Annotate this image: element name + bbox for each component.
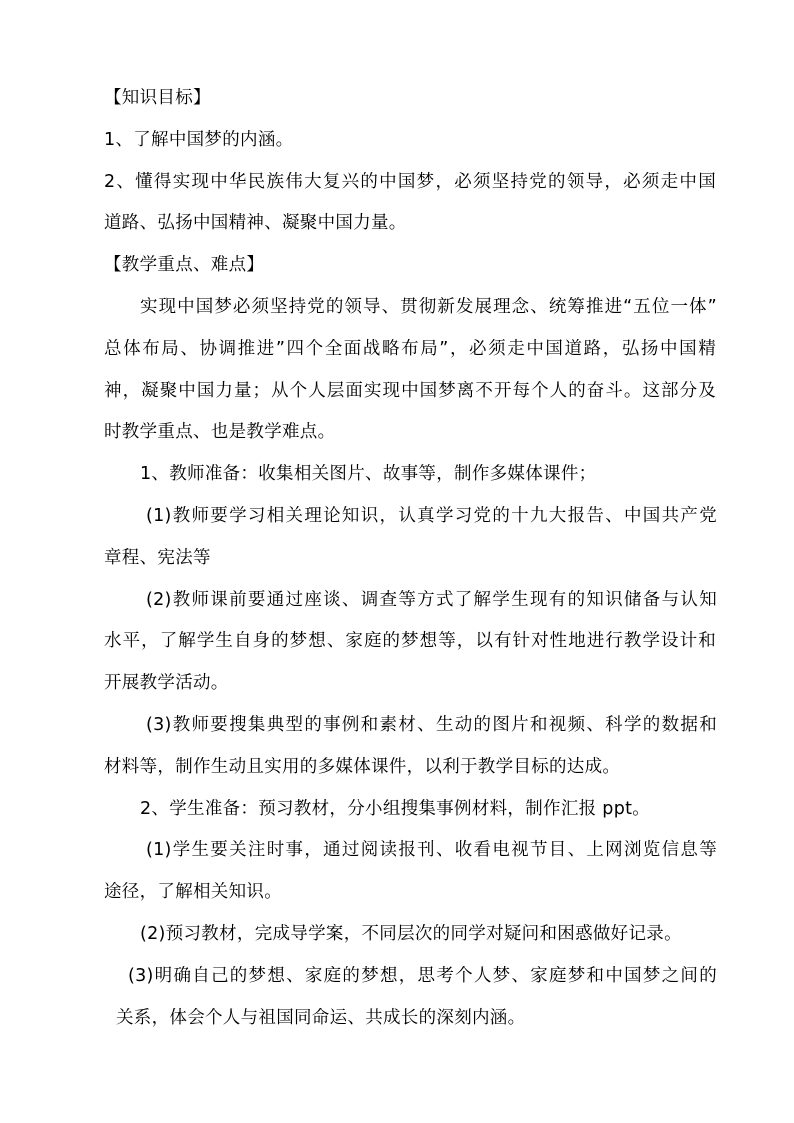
heading-knowledge-objectives: 【知识目标】: [104, 88, 211, 108]
teacher-prep-item2-line-2: 水平，了解学生自身的梦想、家庭的梦想等，以有针对性地进行教学设计和: [104, 631, 716, 651]
focus-paragraph-line-2: 总体布局、协调推进”四个全面战略布局”，必须走中国道路，弘扬中国精: [104, 339, 716, 359]
teacher-prep-item1-line-1: (1)教师要学习相关理论知识，认真学习党的十九大报告、中国共产党: [146, 506, 717, 526]
objective-2-line-1: 2、懂得实现中华民族伟大复兴的中国梦，必须坚持党的领导，必须走中国: [104, 172, 716, 192]
focus-paragraph-line-3: 神，凝聚中国力量；从个人层面实现中国梦离不开每个人的奋斗。这部分及: [104, 381, 716, 401]
student-prep-item3-line-2: 关系，体会个人与祖国同命运、共成长的深刻内涵。: [116, 1008, 526, 1028]
heading-teaching-focus: 【教学重点、难点】: [104, 255, 265, 275]
student-prep-item3-line-1: (3)明确自己的梦想、家庭的梦想，思考个人梦、家庭梦和中国梦之间的: [128, 966, 717, 986]
objective-2-line-2: 道路、弘扬中国精神、凝聚中国力量。: [104, 213, 407, 233]
student-prep-item1-line-2: 途径，了解相关知识。: [104, 882, 282, 902]
focus-paragraph-line-4: 时教学重点、也是教学难点。: [104, 422, 336, 442]
student-prep-item1-line-1: (1)学生要关注时事，通过阅读报刊、收看电视节目、上网浏览信息等: [146, 840, 717, 860]
teacher-prep-item3-line-1: (3)教师要搜集典型的事例和素材、生动的图片和视频、科学的数据和: [146, 715, 717, 735]
teacher-prep-item3-line-2: 材料等，制作生动且实用的多媒体课件，以利于教学目标的达成。: [104, 757, 621, 777]
teacher-prep-item2-line-3: 开展教学活动。: [104, 673, 229, 693]
student-prep-title: 2、学生准备：预习教材，分小组搜集事例材料，制作汇报 ppt。: [140, 799, 651, 819]
teacher-prep-item2-line-1: (2)教师课前要通过座谈、调查等方式了解学生现有的知识储备与认知: [146, 590, 717, 610]
student-prep-item2-line-1: (2)预习教材，完成导学案，不同层次的同学对疑问和困惑做好记录。: [140, 924, 682, 944]
focus-paragraph-line-1: 实现中国梦必须坚持党的领导、贯彻新发展理念、统筹推进“五位一体”: [140, 297, 717, 317]
teacher-prep-item1-line-2: 章程、宪法等: [104, 548, 211, 568]
objective-1: 1、了解中国梦的内涵。: [104, 130, 294, 150]
teacher-prep-title: 1、教师准备：收集相关图片、故事等，制作多媒体课件；: [140, 464, 597, 484]
